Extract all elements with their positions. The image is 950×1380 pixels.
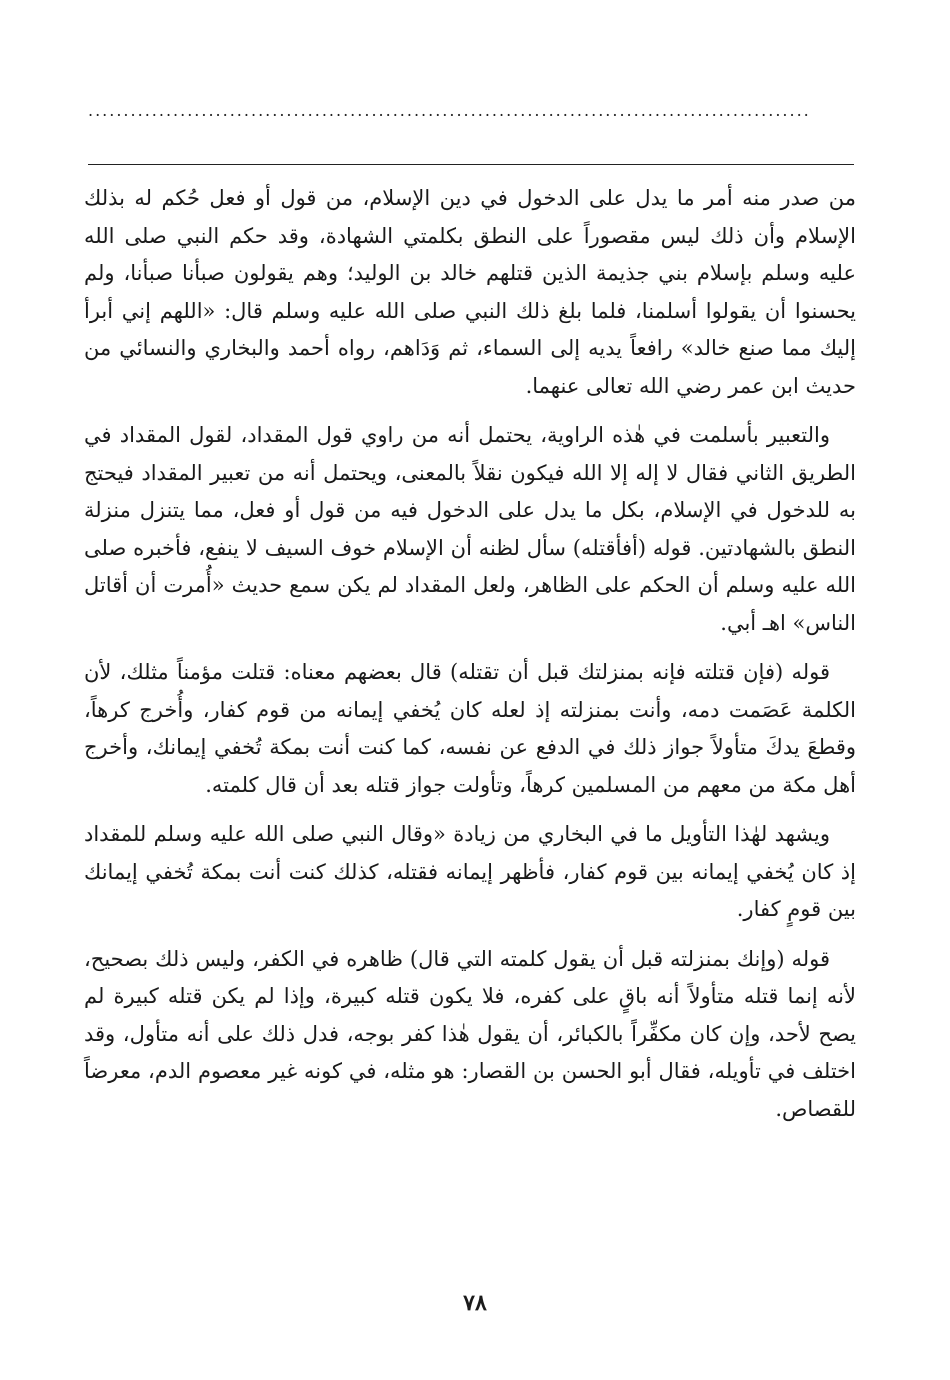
body-text xyxy=(84,180,856,1140)
paragraph: قوله (فإن قتلته فإنه بمنزلتك قبل أن تقتله) قال بعضهم معناه: قتلت مؤمناً مثلك، لأن الكلمة عَصَمت دمه، وأنت بمنزلته إذ لعله كان يُخفي إيمانه من قوم كفار، وأُخرج كرهاً، وقطعَ يدكَ متأولاً جواز ذلك في الدفع عن نفسه، كما كنت أنت بمكة تُخفي إيمانك، وأخرج أهل مكة من معهم من المسلمين كرهاً، وتأولت جواز قتله بعد أن قال كلمته. xyxy=(84,660,856,797)
paragraph: من صدر منه أمر ما يدل على الدخول في دين الإسلام، من قول أو فعل حُكم له بذلك الإسلام وأن ذلك ليس مقصوراً على النطق بكلمتي الشهادة، وقد حكم النبي صلى الله عليه وسلم بإسلام بني جذيمة الذين قتلهم خالد بن الوليد؛ وهم يقولون صبأنا صبأنا، ولم يحسنوا أن يقولوا أسلمنا، فلما بلغ ذلك النبي صلى الله عليه وسلم قال: «اللهم إني أبرأ إليك مما صنع خالد» رافعاً يديه إلى السماء، ثم وَدَاهم، رواه أحمد والبخاري والنسائي من حديث ابن عمر رضي الله تعالى عنهما. xyxy=(84,186,856,398)
paragraph: ويشهد لهٰذا التأويل ما في البخاري من زيادة «وقال النبي صلى الله عليه وسلم للمقداد إذ كان يُخفي إيمانه بين قوم كفار، فأظهر إيمانه فقتله، كذلك كنت أنت بمكة تُخفي إيمانك بين قومٍ كفار. xyxy=(84,822,856,921)
paragraph: قوله (وإنك بمنزلته قبل أن يقول كلمته التي قال) ظاهره في الكفر، وليس ذلك بصحيح، لأنه إنما قتله متأولاً أنه باقٍ على كفره، فلا يكون قتله كبيرة، وإذا لم يكن قتله كبيرة لم يصح لأحد، وإن كان مكفِّراً بالكبائر، أن يقول هٰذا كفر بوجه، فدل ذلك على أنه متأول، وقد اختلف في تأويله، فقال أبو الحسن بن القصار: هو مثله، في كونه غير معصوم الدم، معرضاً للقصاص. xyxy=(84,946,856,1121)
page-number: ٧٨ xyxy=(463,1290,487,1316)
header-rule xyxy=(88,164,854,165)
dotted-leader: ...................................................................................................... xyxy=(88,106,811,116)
paragraph: والتعبير بأسلمت في هٰذه الراوية، يحتمل أنه من راوي قول المقداد، لقول المقداد في الطريق الثاني فقال لا إله إلا الله فيكون نقلاً بالمعنى، ويحتمل أنه من تعبير المقداد فيحتج به للدخول في الإسلام، بكل ما يدل على الدخول فيه من قول أو فعل، مما يتنزل منزلة النطق بالشهادتين. قوله (أفأقتله) سأل لظنه أن الإسلام خوف السيف لا ينفع، فأخبره صلى الله عليه وسلم أن الحكم على الظاهر، ولعل المقداد لم يكن سمع حديث «أُمرت أن أقاتل الناس» اهـ أبي. xyxy=(84,423,856,635)
